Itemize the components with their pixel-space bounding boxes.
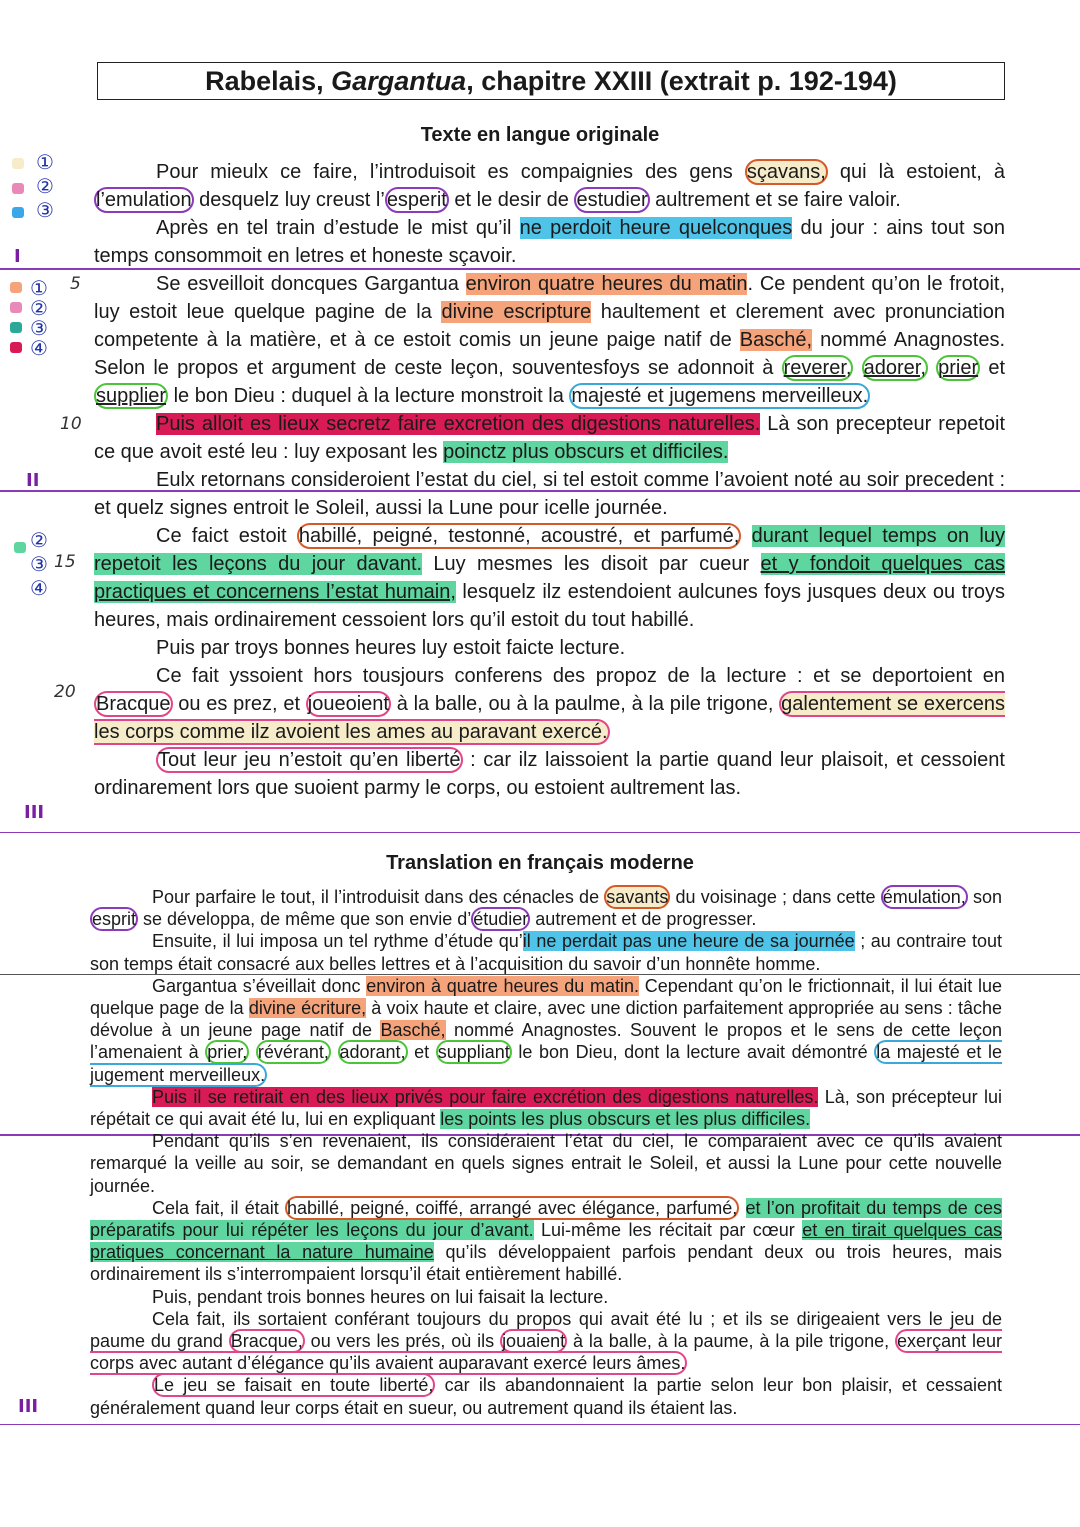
text-segment: galentement se exercens les corps comme ilz avoient les ames au paravant exercé. [94,693,1006,743]
text-segment: Basché, [739,329,813,351]
page-title [97,62,1005,100]
text-segment: nommé Anagnostes. Selon le propos et argument de ceste leçon, souventesfoys se adonnoit à [94,329,1005,379]
text-segment: et le desir de [448,189,575,211]
circled-number: ④ [30,576,48,600]
roman-numeral: III [24,802,45,823]
text-segment: suppliant [437,1042,510,1063]
circled-number: ② [36,174,54,198]
circled-number: ① [30,276,48,300]
paragraph [94,410,1005,466]
color-marker [10,342,22,353]
text-segment: jouaient [502,1331,566,1352]
original-text [94,158,1005,802]
text-segment: du jour : ains tout son temps consommoit en letres et honeste sçavoir. [94,217,1005,267]
text-segment: Se esveilloit doncques Gargantua [156,273,466,295]
text-segment: joueoient [307,693,389,715]
text-segment: Là, son précepteur lui répétait ce qui avait été lu, lui en expliquant [90,1086,1002,1130]
text-segment: Ce fait yssoient hors tousjours conferens des propoz de la lecture : et se deportoient en [156,665,1005,687]
circled-number: ③ [36,198,54,222]
text-segment: le bon Dieu, dont la lecture avait démontré [511,1042,875,1063]
text-segment: les points les plus obscurs et les plus difficiles. [440,1109,811,1130]
text-segment [853,357,861,379]
text-segment: Puis, pendant trois bonnes heures on lui faisait la lecture. [152,1286,609,1307]
text-segment: . Ce pendent qu’on le frotoit, luy estoit leue quelque pagine de la [94,273,1006,323]
paragraph [94,522,1005,634]
text-segment: qu’ils développaient parfois pendant deux ou trois heures, mais ordinairement ils s’interrompaient lorsqu’il était entièrement habillé. [90,1242,1002,1285]
text-segment: Le jeu se faisait en toute liberté, [154,1375,434,1396]
text-segment: à la balle, ou à la paulme, à la pile trigone, [390,693,780,715]
paragraph [94,214,1005,270]
line-number: 5 [70,274,81,294]
text-segment: prier, [207,1042,248,1063]
text-segment: à voix haute et claire, avec une diction parfaitement appropriée au sens : tâche dévolue à un jeune page natif de [90,998,1002,1041]
text-segment: et en tirait quelques cas pratiques concernant la nature humaine [90,1220,1002,1263]
roman-numeral: I [14,246,21,267]
text-segment: supplier [96,385,167,407]
text-segment: esprit [92,909,137,930]
text-segment: Bracque, [230,1331,303,1352]
text-segment: Luy mesmes les disoit par cueur [422,553,761,575]
text-segment: Eulx retornans consideroient l’estat du ciel, si tel estoit comme l’avoient noté au soir precedent : et quelz signes entroit le Soleil, aussi la Lune pour icelle journée. [94,469,1005,519]
text-segment: desquelz luy creust l’ [193,189,385,211]
paragraph [90,975,1002,1086]
text-segment: esperit [386,189,447,211]
text-segment: émulation, [882,887,966,907]
title-work: Gargantua [331,66,467,96]
text-segment [331,1042,338,1062]
circled-number: ③ [30,552,48,576]
title-suffix: , chapitre XXIII (extrait p. 192-194) [466,66,897,96]
text-segment: sçavans, [746,161,826,183]
paragraph [94,158,1005,214]
text-segment: Gargantua s’éveillait donc [152,975,367,996]
circled-number: ② [30,528,48,552]
text-segment: savants [606,887,669,907]
text-segment: la majesté et le jugement merveilleux. [90,1042,1002,1085]
text-segment [739,1198,745,1218]
text-segment [249,1042,256,1062]
text-segment: Là son precepteur repetoit ce que avoit esté leu : luy exposant les [94,413,1005,463]
color-marker [14,542,26,553]
roman-numeral: II [26,470,40,491]
paragraph [90,1308,1002,1375]
paragraph [90,886,1002,930]
text-segment: l’emulation [96,189,192,211]
color-marker [10,282,22,293]
text-segment [741,525,751,547]
circled-number: ② [30,296,48,320]
text-segment: et l’on profitait du temps de ces préparatifs pour lui répéter les leçons du jour d’avant. [90,1197,1002,1241]
text-segment: qui là estoient, à [827,161,1006,183]
text-segment: Puis par troys bonnes heures luy estoit faicte lecture. [156,637,626,659]
text-segment: Ce faict estoit [156,525,297,547]
circled-number: ④ [30,336,48,360]
circled-number: ① [36,150,54,174]
text-segment: prier [938,357,979,379]
text-segment: Puis alloit es lieux secretz faire excretion des digestions naturelles. [156,413,761,435]
text-segment: adorer, [863,357,926,379]
line-number: 15 [54,552,76,572]
color-marker [10,302,22,313]
text-segment: adorant, [339,1042,406,1063]
line-number: 20 [54,682,76,702]
text-segment: le bon Dieu : duquel à la lecture monstroit la [168,385,570,407]
text-segment: ou es prez, et [172,693,306,715]
translation-text [90,886,1002,1419]
roman-numeral: III [18,1396,39,1417]
text-segment: ; au contraire tout son temps était consacré aux belles lettres et à l’acquisition du savoir d’un honnête homme. [90,931,1002,974]
paragraph [94,746,1005,802]
text-segment: divine escripture [441,301,592,323]
text-segment: Bracque [96,693,171,715]
section-rule [0,1424,1080,1425]
text-segment: Cela fait, ils sortaient conférant toujours du propos qui avait été lu ; et ils se dirigeaient vers le jeu de paume du grand [90,1308,1002,1352]
section-rule [0,832,1080,833]
text-segment: Basché, [380,1020,446,1041]
paragraph [90,1130,1002,1197]
text-segment: Pendant qu’ils s’en revenaient, ils considéraient l’état du ciel, le comparaient avec ce qu’ils avaient remarqué la veille au soir, se demandant en quels signes entrait le Soleil, et aussi la Lune pour cette nouvelle journée. [90,1131,1002,1196]
text-segment: Tout leur jeu n’estoit qu’en liberté [158,749,461,771]
text-segment: divine écriture, [248,998,367,1019]
paragraph [90,1374,1002,1418]
text-segment: se développa, de même que son envie d’ [138,909,472,930]
text-segment: Cependant qu’on le frictionnait, il lui était lue quelque page de la [90,975,1002,1019]
text-segment: et [407,1042,436,1063]
paragraph [94,270,1005,410]
text-segment: Ensuite, il lui imposa un tel rythme d’étude qu’ [152,931,523,952]
paragraph [90,1286,1002,1308]
text-segment: aultrement et se faire valoir. [649,189,901,211]
text-segment: Pour parfaire le tout, il l’introduisit dans des cénacles de [152,887,605,907]
line-number: 10 [60,414,82,434]
text-segment: Après en tel train d’estude le mist qu’il [156,217,520,239]
text-segment: lesquelz ilz estendoient aulcunes foys jusques deux ou troys heures, mais ordinairement cessoient lors qu’il estoit du tout habillé. [94,581,1005,631]
paragraph [90,930,1002,974]
text-segment: habillé, peigné, testonné, acoustré, et parfumé, [298,525,740,547]
text-segment: car ils abandonnaient la partie selon leur bon plaisir, et cessaient généralement quand leur corps était en sueur, ou autrement quand ils étaient las. [90,1375,1002,1418]
color-marker [12,183,24,194]
translation-heading: Translation en français moderne [386,852,694,874]
text-segment: : car ilz laissoient la partie quand leur plaisoit, et cessoient ordinarement lors que suoient parmy le corps, ou estoient aultrement las. [94,749,1005,799]
text-segment: majesté et jugemens merveilleux. [571,385,869,407]
text-segment: il ne perdait pas une heure de sa journée [522,931,855,952]
text-segment: environ quatre heures du matin [465,273,748,295]
text-segment: durant lequel temps on luy repetoit les leçons du jour davant. [94,525,1005,575]
text-segment: Puis il se retirait en des lieux privés pour faire excrétion des digestions naturelles. [152,1086,819,1107]
text-segment: révérant, [257,1042,329,1063]
text-segment: haultement et clerement avec pronunciation competente à la matière, et à ce estoit comis un jeune paige natif de [94,301,1005,351]
text-segment: reverer, [783,357,852,379]
text-segment: ne perdoit heure quelconques [519,217,793,239]
text-segment: exerçant leur corps avec autant d’élégance qu’ils avaient auparavant exercé leurs âmes. [90,1331,1002,1374]
original-heading: Texte en langue originale [420,124,660,146]
text-segment: étudier [473,909,529,930]
text-segment: poinctz plus obscurs et difficiles. [443,441,729,463]
paragraph [90,1197,1002,1286]
paragraph [94,662,1005,746]
text-segment: environ à quatre heures du matin. [366,975,640,996]
color-marker [10,322,22,333]
text-segment: estudier [576,189,648,211]
paragraph [94,634,1005,662]
text-segment: et y fondoit quelques cas practiques et concernens l’estat humain, [94,553,1005,603]
paragraph [90,1086,1002,1130]
text-segment: nommé Anagnostes. Souvent le propos et le sens de cette leçon l’amenaient à [90,1020,1002,1063]
text-segment [928,357,936,379]
text-segment: Cela fait, il était [152,1197,285,1218]
text-segment: autrement et de progresser. [530,909,757,930]
text-segment: ou vers les prés, où ils [304,1331,501,1352]
text-segment: Pour mieulx ce faire, l’introduisoit es compaignies des gens [156,161,745,183]
text-segment: son [967,887,1003,907]
circled-number: ③ [30,316,48,340]
color-marker [12,158,24,169]
text-segment: Lui-même les récitait par cœur [533,1220,803,1241]
paragraph [94,466,1005,522]
text-segment: à la balle, à la paume, à la pile trigone, [567,1331,896,1352]
text-segment: et [980,357,1005,379]
text-segment: du voisinage ; dans cette [670,887,881,907]
title-prefix: Rabelais, [205,66,332,96]
text-segment: habillé, peigné, coiffé, arrangé avec élégance, parfumé, [286,1197,738,1218]
color-marker [12,207,24,218]
